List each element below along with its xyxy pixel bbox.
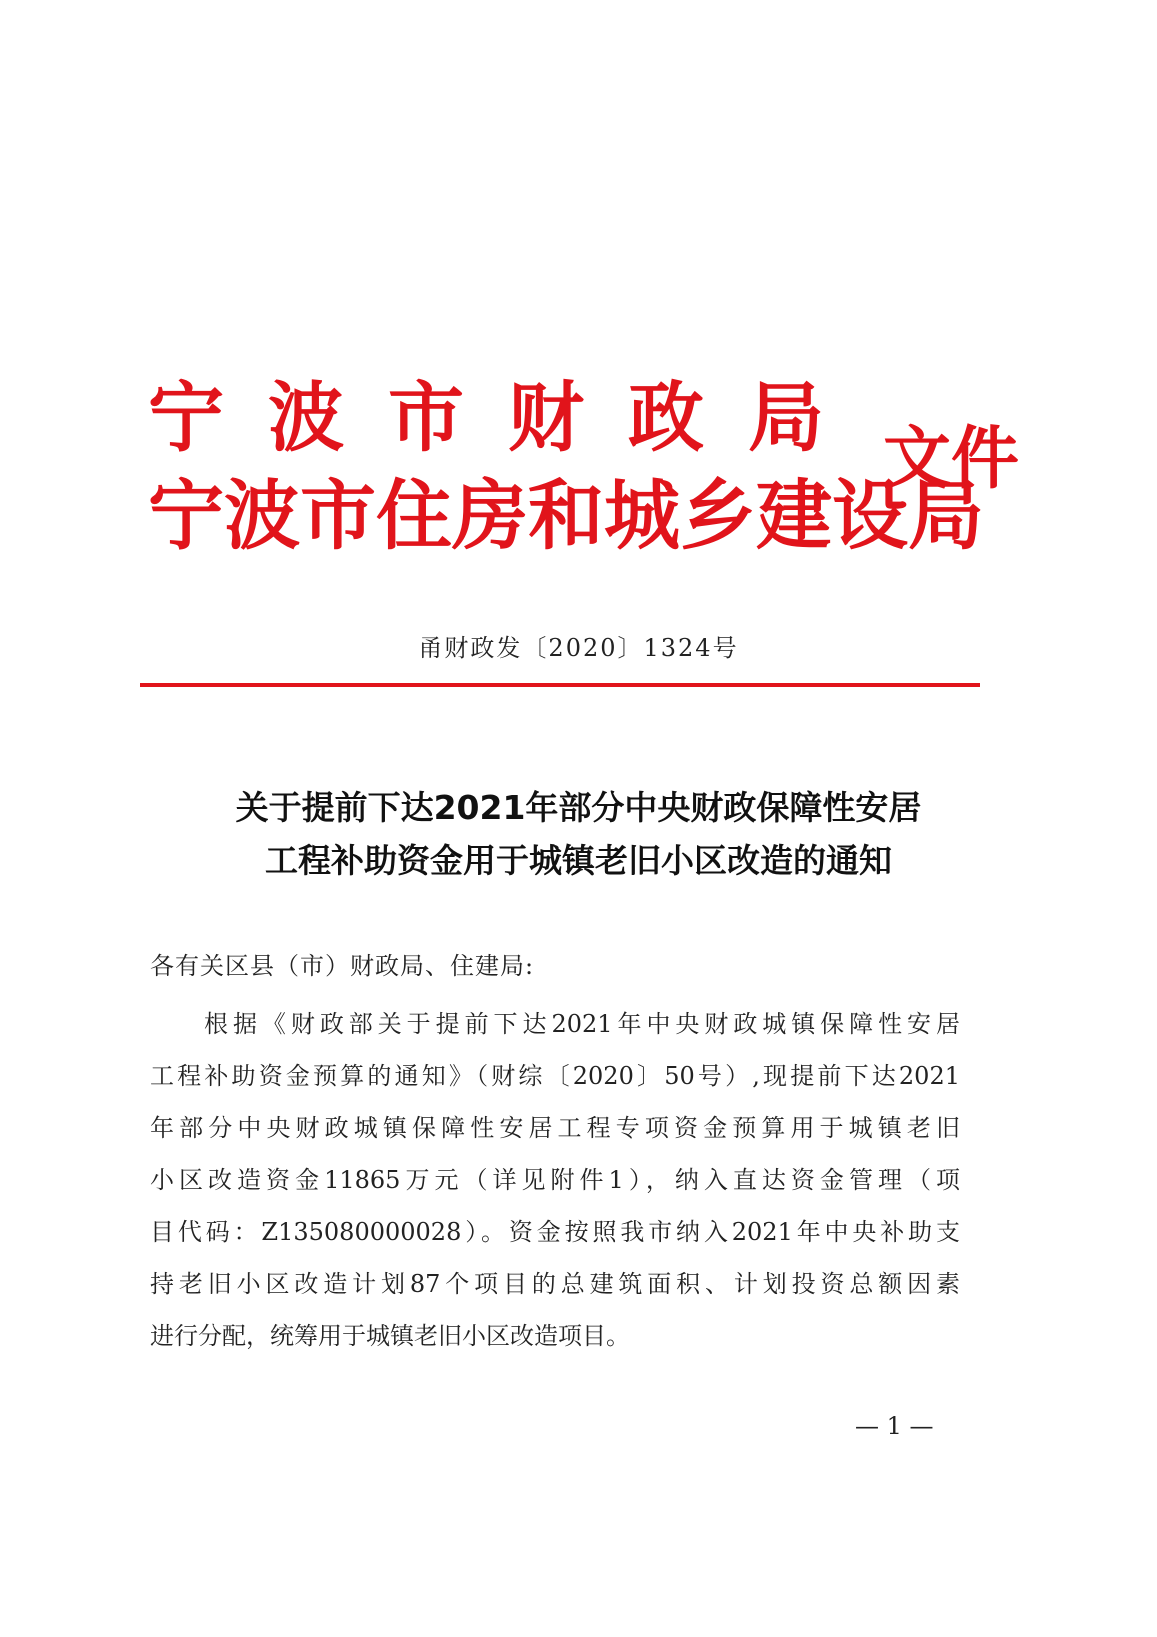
body-line: 持老旧小区改造计划87个项目的总建筑面积、计划投资总额因素 [150,1270,960,1298]
issuing-org-housing-bureau: 宁波市住房和城乡建设局 [148,471,984,560]
body-line: 工程补助资金预算的通知》（财综〔2020〕50号）,现提前下达2021 [150,1062,960,1090]
red-separator-line [140,683,980,687]
document-header [148,373,1020,560]
page-number: — 1 — [855,1412,934,1440]
body-line: 小区改造资金11865万元（详见附件1），纳入直达资金管理（项 [150,1166,960,1194]
document-title-line-2: 工程补助资金用于城镇老旧小区改造的通知 [265,841,892,880]
document-type-label: 文件 [883,420,1020,499]
document-title-line-1: 关于提前下达2021年部分中央财政保障性安居 [235,788,922,827]
document-number: 甬财政发〔2020〕1324号 [418,634,739,662]
body-line: 年部分中央财政城镇保障性安居工程专项资金预算用于城镇老旧 [150,1114,960,1142]
body-line: 进行分配，统筹用于城镇老旧小区改造项目。 [150,1322,630,1350]
body-line: 根据《财政部关于提前下达2021年中央财政城镇保障性安居 [204,1010,960,1038]
salutation: 各有关区县（市）财政局、住建局: [150,952,535,980]
body-line: 目代码：Z135080000028）。资金按照我市纳入2021年中央补助支 [150,1218,960,1246]
issuing-org-finance-bureau: 宁波市财政局 [148,373,868,462]
body-paragraph [150,998,960,1362]
